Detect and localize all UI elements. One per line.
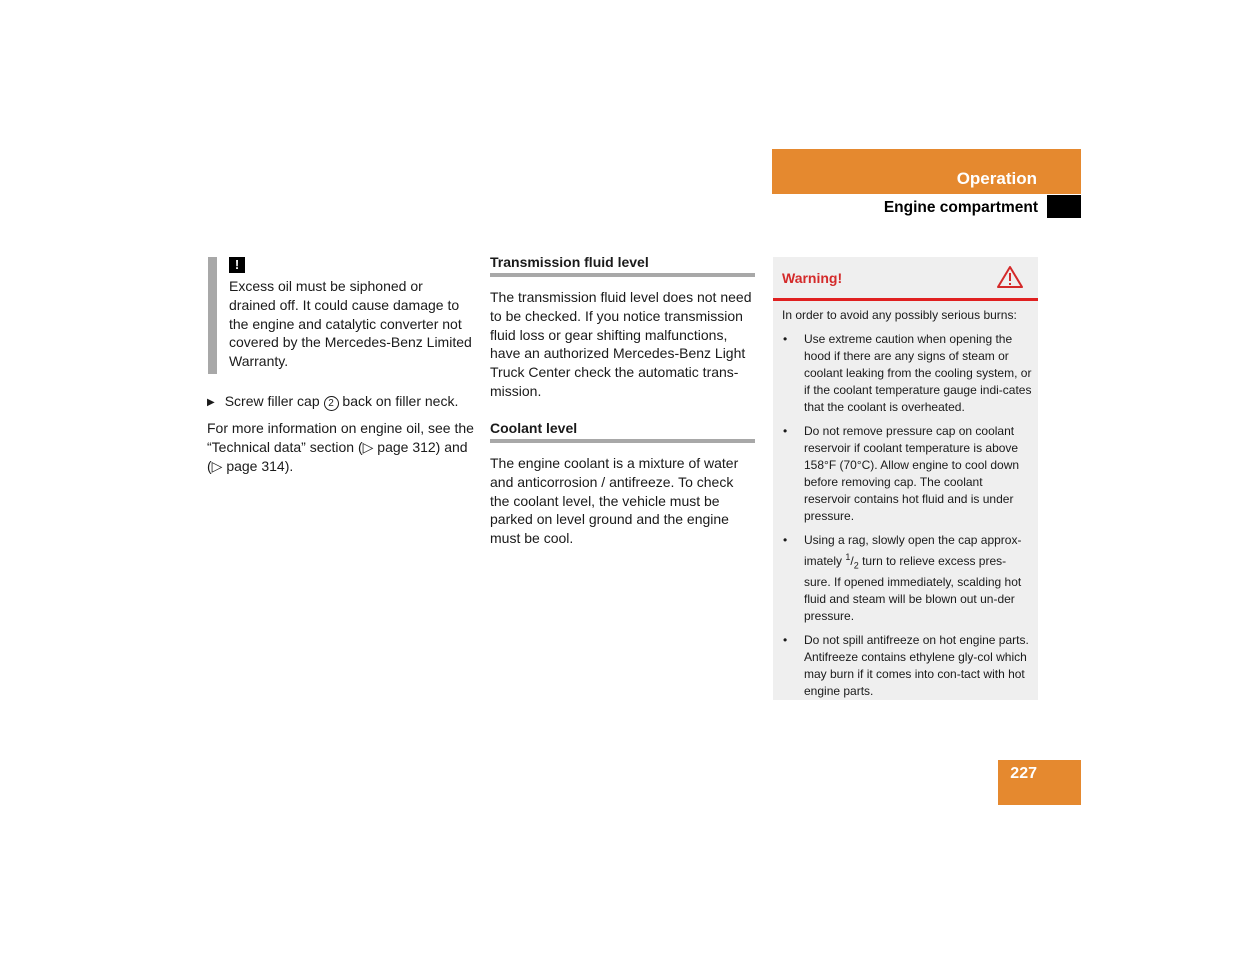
warning-title-rule <box>773 298 1038 301</box>
bullet-icon: • <box>783 533 788 547</box>
warning-item-text: Use extreme caution when opening the hood if there are any signs of steam or coolant leaking from the cooling system, or if the coolant temperature gauge indi-cates that the coolant is overheated. <box>804 332 1032 414</box>
warning-item <box>782 423 1032 525</box>
warning-intro: In order to avoid any possibly serious burns: <box>782 308 1017 322</box>
section-title: Operation <box>956 169 1037 188</box>
step-arrow-icon: ▶ <box>207 397 215 408</box>
fraction-numerator: 1 <box>845 552 851 562</box>
coolant-heading-rule <box>490 439 755 443</box>
warning-item <box>782 632 1032 700</box>
page-number: 227 <box>1010 765 1037 782</box>
warning-item-text-before: Using a rag, slowly open the cap approx-imately <box>804 533 1022 568</box>
warning-list <box>782 331 1032 707</box>
warning-item-text: Do not remove pressure cap on coolant reservoir if coolant temperature is above 158°F (70°C). Allow engine to cool down before removing cap. The coolant reservoir contains hot fluid and is under pressure. <box>804 424 1020 523</box>
section-tab-marker <box>1047 195 1081 218</box>
note-side-bar <box>208 257 217 374</box>
step-text-before: Screw filler cap <box>224 393 320 409</box>
note-text: Excess oil must be siphoned or drained off. It could cause damage to the engine and catalytic converter not covered by the Mercedes-Benz Limited Warranty. <box>229 278 472 370</box>
coolant-body: The engine coolant is a mixture of water and anticorrosion / antifreeze. To check the coolant level, the vehicle must be parked on level ground and the engine must be cool. <box>490 455 739 547</box>
instruction-step <box>207 392 477 414</box>
transmission-heading: Transmission fluid level <box>490 254 649 270</box>
warning-item-text-after: turn to relieve excess pres-sure. If opened immediately, scalding hot fluid and steam will be blown out un-der pressure. <box>804 554 1022 624</box>
fraction-denominator: 2 <box>853 560 859 571</box>
bullet-icon: • <box>783 633 788 648</box>
bullet-icon: • <box>783 332 788 346</box>
coolant-heading: Coolant level <box>490 420 578 436</box>
warning-title: Warning! <box>782 270 843 286</box>
warning-triangle-icon <box>996 265 1024 289</box>
page-number-band <box>998 760 1081 805</box>
step-text-after: back on filler neck. <box>342 393 459 409</box>
transmission-heading-rule <box>490 273 755 277</box>
subsection-title: Engine compartment <box>883 199 1038 216</box>
callout-number-icon: 2 <box>324 396 339 411</box>
warning-item <box>782 532 1032 625</box>
warning-item-text: Do not spill antifreeze on hot engine parts. Antifreeze contains ethylene gly-col which may burn if it comes into con-tact with hot engine parts. <box>804 633 1029 699</box>
fraction-one-half: $^1/_2$ <box>845 552 859 571</box>
warning-item <box>782 331 1032 416</box>
transmission-body: The transmission fluid level does not need to be checked. If you notice transmission fluid loss or gear shifting malfunctions, have an authorized Mercedes-Benz Light Truck Center check the automatic trans-mission. <box>490 289 752 399</box>
exclamation-icon: ! <box>229 257 245 273</box>
bullet-icon: • <box>783 424 788 438</box>
section-header-band <box>772 149 1081 194</box>
more-info-text: For more information on engine oil, see the “Technical data” section (▷ page 312) and (▷ page 314). <box>207 420 474 474</box>
